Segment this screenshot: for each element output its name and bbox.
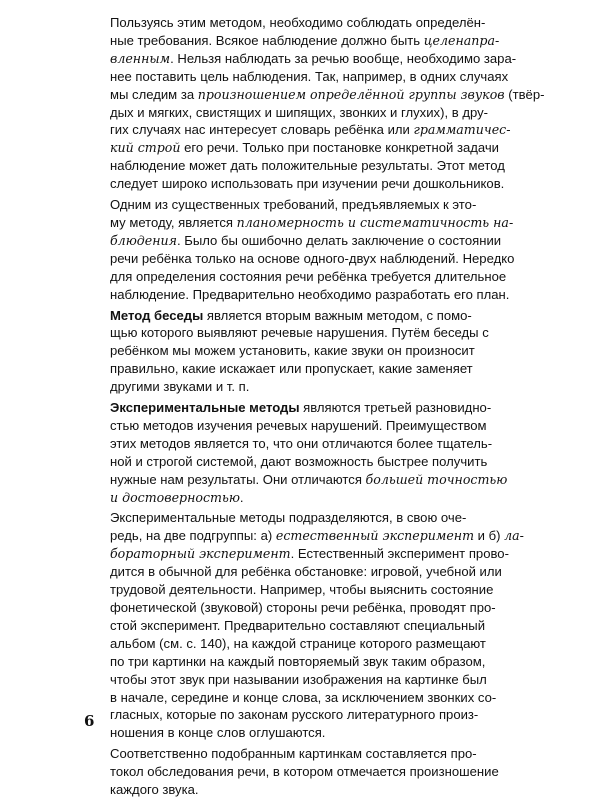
text-line [88, 50, 518, 68]
text-line [88, 706, 518, 724]
text-line [88, 342, 518, 360]
text-run: его речи. Только при постановке конкретной задачи [180, 140, 500, 156]
text-line [88, 14, 518, 32]
text-line [88, 724, 518, 742]
text-run: токол обследования речи, в котором отмечается произношение [110, 764, 499, 780]
text-line [88, 104, 518, 122]
text-run: ребёнком мы можем установить, какие звуки он произносит [110, 343, 475, 359]
text-run: нужные нам результаты. Они отличаются [110, 471, 366, 487]
text-run: . Нельзя наблюдать за речью вообще, необходимо зара- [170, 50, 517, 66]
text-line [88, 599, 518, 617]
text-line [88, 763, 518, 781]
emphasis-italic: целенапра- [423, 32, 500, 48]
text-line [88, 653, 518, 671]
text-line [88, 781, 518, 799]
text-line [88, 378, 518, 396]
text-run: для определения состояния речи ребёнка требуется длительное [110, 268, 507, 284]
text-line [88, 471, 518, 489]
text-line [88, 121, 518, 139]
text-run: му методу, является [110, 214, 237, 230]
text-run: дится в обычной для ребёнка обстановке: игровой, учебной или [110, 564, 502, 580]
text-run: другими звуками и т. п. [110, 379, 250, 395]
text-run: и б) [474, 528, 505, 544]
paragraph [88, 14, 545, 193]
text-run: гласных, которые по законам русского литературного произ- [110, 707, 479, 723]
text-line [88, 453, 518, 471]
text-run: по три картинки на каждый повторяемый звук таким образом, [110, 653, 486, 669]
text-line [88, 581, 518, 599]
emphasis-italic: бораторный эксперимент [110, 546, 291, 562]
text-run: Пользуясь этим методом, необходимо соблюдать определён- [110, 15, 486, 30]
text-run: дых и мягких, свистящих и шипящих, звонких и глухих), в дру- [110, 104, 489, 120]
text-line [88, 489, 518, 507]
text-line [88, 617, 518, 635]
text-line [88, 671, 518, 689]
text-run: стью методов изучения речевых нарушений. Преимуществом [110, 417, 487, 433]
term-bold: Метод беседы [110, 307, 204, 323]
text-line [88, 545, 518, 563]
text-line [88, 268, 518, 286]
text-run: ные требования. Всякое наблюдение должно быть [110, 32, 424, 48]
text-line [88, 196, 518, 214]
text-run: ношения в конце слов оглушаются. [110, 725, 326, 741]
paragraph [88, 745, 518, 799]
text-run: . Естественный эксперимент прово- [290, 546, 509, 562]
text-line [88, 563, 518, 581]
text-run: альбом (см. с. 140), на каждой странице которого размещают [110, 635, 486, 651]
text-run: щью которого выявляют речевые нарушения. Путём беседы с [110, 325, 489, 341]
text-run: трудовой деятельности. Например, чтобы выяснить состояние [110, 582, 494, 598]
text-run: редь, на две подгруппы: а) [110, 528, 276, 544]
text-line [88, 307, 518, 325]
text-line [88, 527, 524, 545]
paragraph [88, 196, 518, 303]
text-line [88, 214, 518, 232]
text-run: правильно, какие искажает или пропускает, какие заменяет [110, 361, 473, 377]
text-run: следует широко использовать при изучении речи дошкольников. [110, 176, 505, 192]
text-run: являются третьей разновидно- [299, 400, 492, 416]
text-line [88, 139, 518, 157]
paragraph [88, 509, 524, 742]
text-run: Одним из существенных требований, предъявляемых к это- [110, 197, 477, 213]
text-run: в начале, середине и конце слова, за исключением звонких со- [110, 689, 497, 705]
text-line [88, 86, 545, 104]
text-run: этих методов является то, что они отличаются более тщатель- [110, 435, 493, 451]
text-run: является вторым важным методом, с помо- [203, 307, 472, 323]
text-run: наблюдение. Предварительно необходимо разработать его план. [110, 286, 510, 302]
text-run: . Было бы ошибочно делать заключение о состоянии [176, 232, 502, 248]
emphasis-italic: планомерность и систематичность на- [236, 214, 514, 230]
text-run: Соответственно подобранным картинкам составляется про- [110, 746, 477, 762]
paragraph [88, 399, 518, 506]
text-run: (твёр- [504, 86, 545, 102]
emphasis-italic: ла- [504, 528, 524, 544]
text-run: стой эксперимент. Предварительно составляют специальный [110, 617, 486, 633]
text-line [88, 68, 518, 86]
text-run: Экспериментальные методы подразделяются, в свою оче- [110, 510, 467, 526]
text-line [88, 232, 518, 250]
text-line [88, 509, 518, 527]
text-run: чтобы этот звук при назывании изображения на картинке был [110, 671, 487, 687]
text-line [88, 250, 518, 268]
text-run: наблюдение может дать положительные результаты. Этот метод [110, 158, 505, 174]
emphasis-italic: большей точностью [365, 471, 508, 487]
term-bold: Экспериментальные методы [110, 400, 300, 416]
text-line [88, 635, 518, 653]
text-run: речи ребёнка только на основе одного-двух наблюдений. Нередко [110, 250, 515, 266]
text-line [88, 745, 518, 763]
emphasis-italic: блюдения [110, 232, 177, 248]
body-text [88, 14, 545, 799]
emphasis-italic: вленным [110, 50, 171, 66]
page-number: 6 [84, 712, 95, 730]
emphasis-italic: грамматичес- [413, 122, 511, 138]
emphasis-italic: кий строй [110, 140, 181, 156]
text-run: мы следим за [110, 86, 198, 102]
text-line [88, 435, 518, 453]
text-line [88, 175, 518, 193]
emphasis-italic: и достоверностью [110, 489, 240, 505]
text-run: гих случаях нас интересует словарь ребёнка или [110, 122, 414, 138]
text-line [88, 417, 518, 435]
text-line [88, 157, 518, 175]
text-run: нее поставить цель наблюдения. Так, например, в одних случаях [110, 68, 509, 84]
emphasis-italic: произношением определённой группы звуков [197, 86, 505, 102]
text-line [88, 286, 518, 304]
emphasis-italic: естественный эксперимент [275, 528, 475, 544]
text-line [88, 689, 518, 707]
text-run: фонетической (звуковой) стороны речи ребёнка, проводят про- [110, 600, 496, 615]
text-run: . [239, 489, 244, 505]
text-run: каждого звука. [110, 782, 199, 798]
text-run: ной и строгой системой, дают возможность быстрее получить [110, 453, 488, 469]
text-line [88, 32, 518, 50]
text-line [88, 360, 518, 378]
text-line [88, 399, 518, 417]
text-line [88, 324, 518, 342]
paragraph [88, 307, 518, 397]
